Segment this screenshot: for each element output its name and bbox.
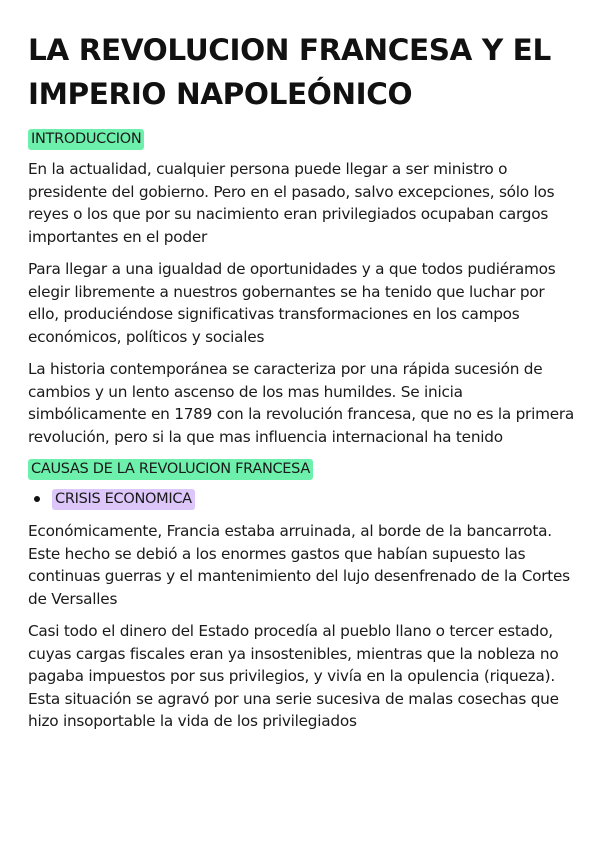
causes-paragraph-1: Económicamente, Francia estaba arruinada, al borde de la bancarrota. Este hecho se debió a los enormes gastos que habían supuesto las continuas guerras y el mantenimiento del lujo desenfrenado de la Cortes de Versalles [28,522,570,608]
intro-heading-row [28,128,576,150]
crisis-economica-subheading: CRISIS ECONOMICA [52,489,195,510]
causes-bullet-list [28,488,576,510]
list-item [28,488,576,510]
intro-paragraph-2: Para llegar a una igualdad de oportunidades y a que todos pudiéramos elegir libremente a nuestros gobernantes se ha tenido que luchar por ello, produciéndose significativas transformaciones en los campos económicos, políticos y sociales [28,260,556,346]
causes-heading: CAUSAS DE LA REVOLUCION FRANCESA [28,459,313,480]
causes-heading-row [28,458,576,480]
intro-paragraph-3: La historia contemporánea se caracteriza por una rápida sucesión de cambios y un lento ascenso de los mas humildes. Se inicia simbólicamente en 1789 con la revolución francesa, que no es la primera revolución, pero si la que mas influencia internacional ha tenido [28,360,575,446]
bullet-icon [34,496,40,502]
page-title: LA REVOLUCION FRANCESA Y EL IMPERIO NAPOLEÓNICO [28,33,551,111]
document-page [28,28,576,743]
causes-paragraph-2: Casi todo el dinero del Estado procedía al pueblo llano o tercer estado, cuyas cargas fiscales eran ya insostenibles, mientras que la nobleza no pagaba impuestos por sus privilegios, y vivía en la opulencia (riqueza). Esta situación se agravó por una serie sucesiva de malas cosechas que hizo insoportable la vida de los privilegiados [28,622,559,730]
intro-heading: INTRODUCCION [28,129,144,150]
intro-paragraph-1: En la actualidad, cualquier persona puede llegar a ser ministro o presidente del gobierno. Pero en el pasado, salvo excepciones, sólo los reyes o los que por su nacimiento eran privilegiados ocupaban cargos importantes en el poder [28,160,555,246]
